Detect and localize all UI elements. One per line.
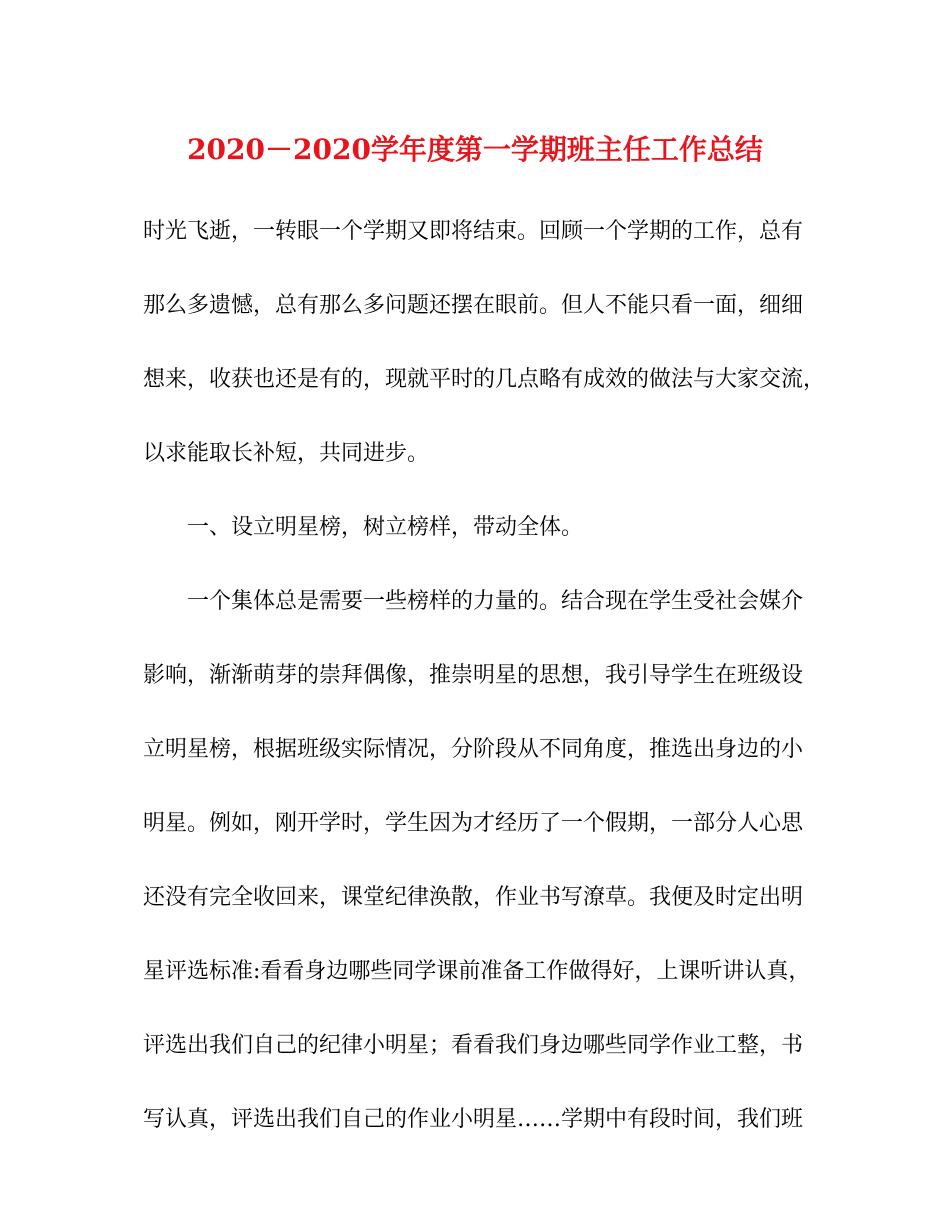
paragraph-line-13: 写认真，评选出我们自己的作业小明星……学期中有段时间，我们班 (143, 1107, 804, 1132)
paragraph-line-6: 一个集体总是需要一些榜样的力量的。结合现在学生受社会媒介 (187, 589, 804, 614)
paragraph-line-10: 还没有完全收回来，课堂纪律涣散，作业书写潦草。我便及时定出明 (143, 885, 804, 910)
paragraph-line-9: 明星。例如，刚开学时，学生因为才经历了一个假期，一部分人心思 (143, 811, 804, 836)
document-body (143, 210, 826, 1172)
paragraph-line-2: 那么多遗憾，总有那么多问题还摆在眼前。但人不能只看一面，细细 (143, 293, 804, 318)
paragraph-line-1: 时光飞逝，一转眼一个学期又即将结束。回顾一个学期的工作，总有 (143, 219, 804, 244)
document-title: 2020－2020学年度第一学期班主任工作总结 (187, 133, 763, 166)
paragraph-line-3: 想来，收获也还是有的，现就平时的几点略有成效的做法与大家交流， (143, 367, 826, 392)
paragraph-line-12: 评选出我们自己的纪律小明星；看看我们身边哪些同学作业工整，书 (143, 1033, 804, 1058)
section-heading-1: 一、设立明星榜，树立榜样，带动全体。 (187, 515, 584, 540)
paragraph-line-8: 立明星榜，根据班级实际情况，分阶段从不同角度，推选出身边的小 (143, 737, 804, 762)
paragraph-line-4: 以求能取长补短，共同进步。 (143, 441, 430, 466)
paragraph-line-11: 星评选标准:看看身边哪些同学课前准备工作做得好，上课听讲认真， (143, 959, 811, 984)
paragraph-line-7: 影响，渐渐萌芽的崇拜偶像，推崇明星的思想，我引导学生在班级设 (143, 663, 804, 688)
